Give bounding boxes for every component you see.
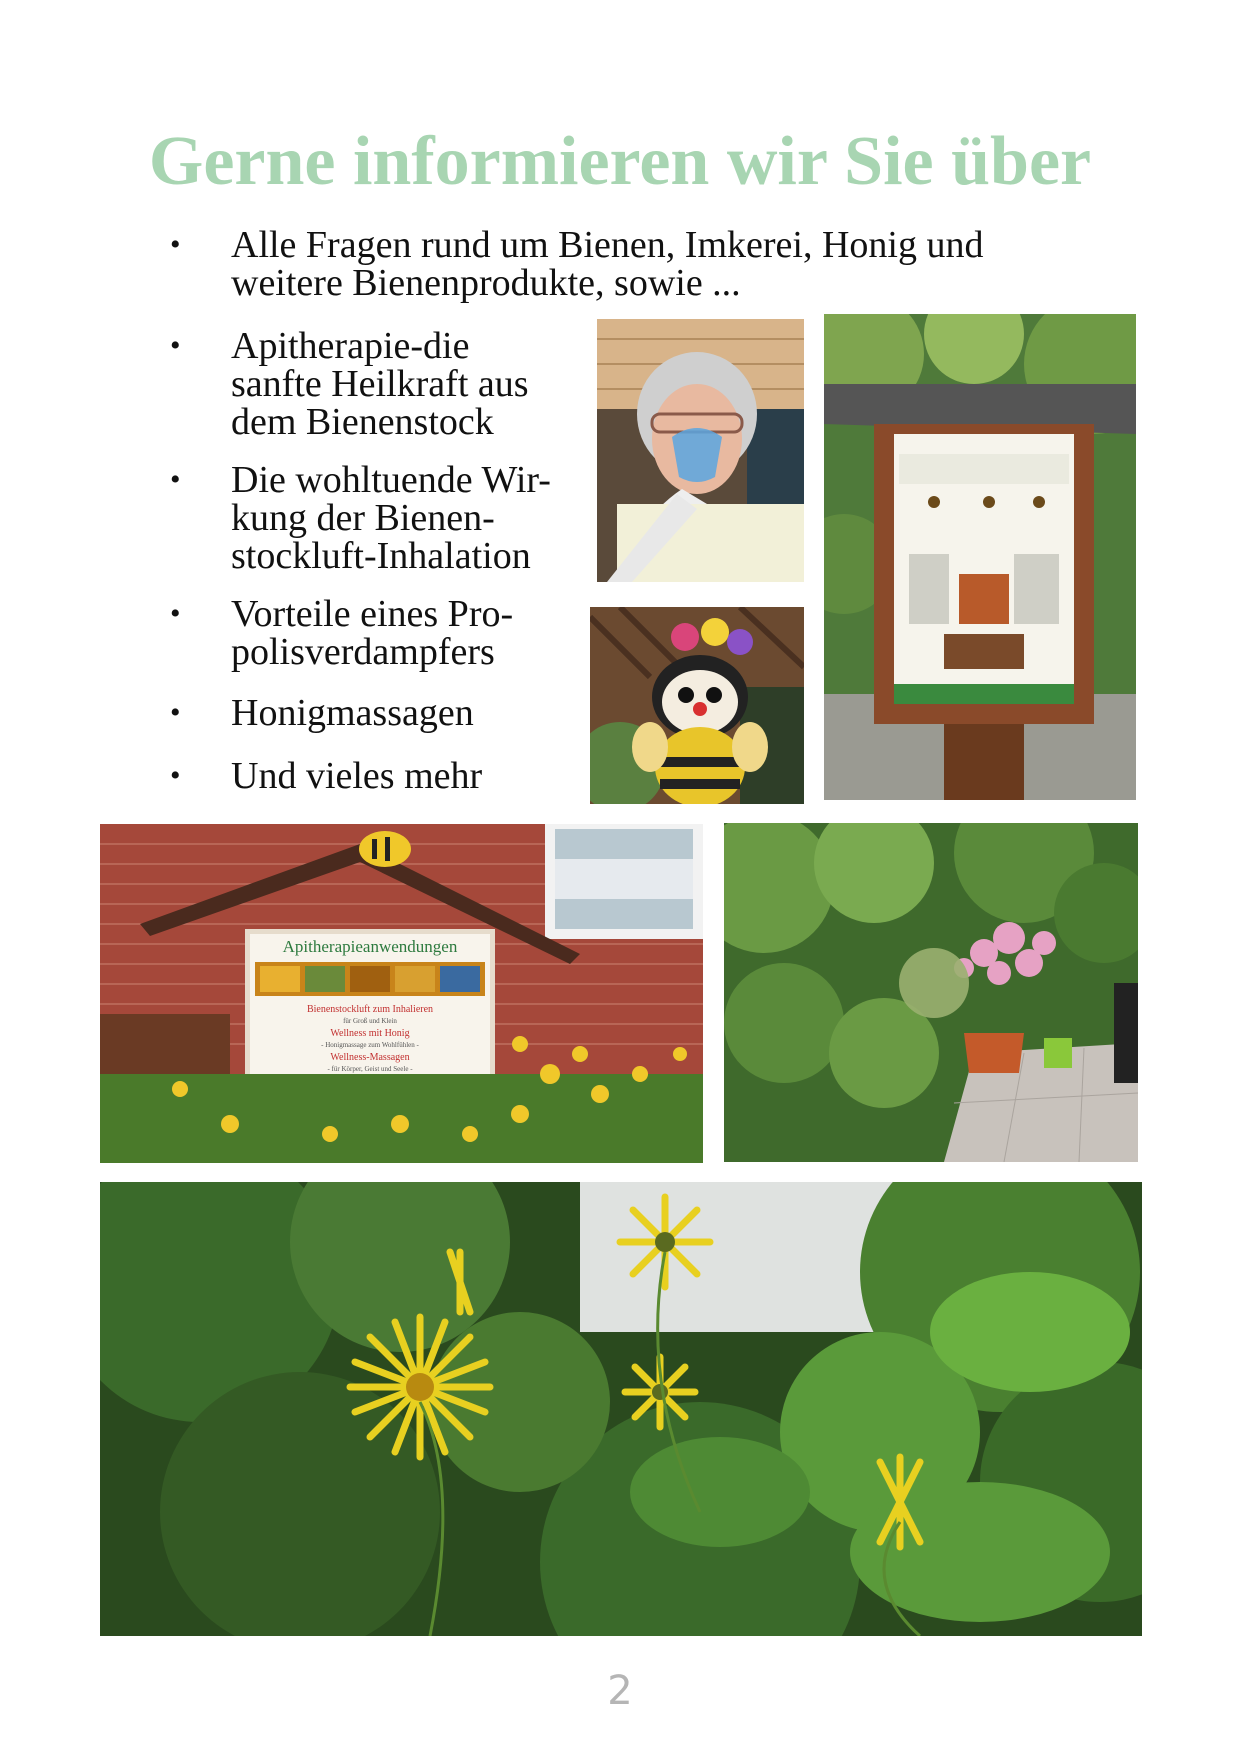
photo-info-board <box>824 314 1136 800</box>
bullet-text: Und vieles mehr <box>231 755 483 797</box>
photo-apitherapy-sign <box>100 824 703 1163</box>
bullet-marker: • <box>170 463 181 496</box>
bullet-text: Alle Fragen rund um Bienen, Imkerei, Honig und weitere Bienenprodukte, sowie ... <box>231 224 984 304</box>
sign-line-2: für Groß und Klein <box>343 1017 397 1025</box>
page-title: Gerne informieren wir Sie über <box>148 123 1092 200</box>
bullet-marker: • <box>170 696 181 729</box>
sign-line-4: - Honigmassage zum Wohlfühlen - <box>321 1041 419 1049</box>
bullet-text: Honigmassagen <box>231 692 474 734</box>
photo-garden-patio <box>724 823 1138 1162</box>
bullet-text: Apitherapie-die sanfte Heilkraft aus dem Bienenstock <box>231 325 529 443</box>
bullet-marker: • <box>170 597 181 630</box>
bullet-text: Vorteile eines Pro- polisverdampfers <box>231 593 514 673</box>
sign-line-3: Wellness mit Honig <box>330 1028 410 1039</box>
sign-line-1: Bienenstockluft zum Inhalieren <box>306 1004 434 1015</box>
photo-woman-inhalation <box>597 319 804 582</box>
bullet-marker: • <box>170 228 181 261</box>
bullet-text: Die wohltuende Wir- kung der Bienen- stockluft-Inhalation <box>231 459 551 577</box>
sign-line-5: Wellness-Massagen <box>330 1052 410 1063</box>
page-number: 2 <box>607 1668 633 1714</box>
photo-bee-figurine <box>590 607 804 804</box>
sign-heading: Apitherapieanwendungen <box>282 937 458 956</box>
bullet-marker: • <box>170 759 181 792</box>
photo-yellow-flowers <box>100 1182 1142 1636</box>
sign-line-6: - für Körper, Geist und Seele - <box>327 1065 413 1073</box>
bullet-marker: • <box>170 329 181 362</box>
